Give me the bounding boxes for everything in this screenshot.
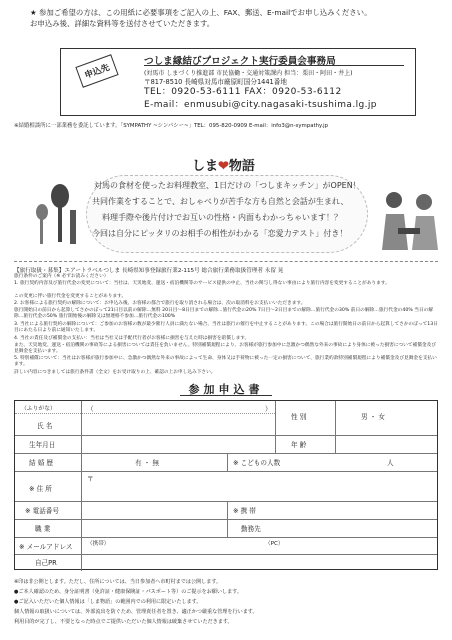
office-name: つしま縁結びプロジェクト実行委員会事務局 [144,56,336,67]
form-title-underline [180,395,272,396]
promo-line-3: 料理手際や後片付けでお互いの性格・内面もわかっちゃいます！？ [102,213,342,222]
address-label: ※ 住 所 [29,485,52,493]
tour-heading: 【旅行取扱・募集】エアートラベルつしま 長崎県知事登録旅行業2-115号 総合旅行業務取扱管理者 永留 晃 [14,268,284,274]
spatula-icon [36,204,48,220]
rule-item: 1. 旅行契約内容及び旅行代金の変更について：当社は、天災地変、運送・宿泊機関等のサービス提供の中止、当社の関与し得ない事由により旅行内容を変更することがあります。 [14,281,390,286]
submit-to-stamp: 申込先 [75,54,118,88]
birthdate-label: 生年月日 [29,441,56,449]
office-staff: (対馬市 しまづくり推進部 市民協働・交通対策課内 担当：栗田・阿田・井上) [144,70,353,77]
age-label: 年 齢 [291,441,307,449]
mobile-field[interactable] [285,503,433,517]
email-pc-field[interactable] [285,539,433,552]
marriage-history-label: 結 婚 歴 [29,459,53,467]
footer-line-1: ※印は非公開とします。ただし、住所については、当日参加者へ市町村までは公開します。 [14,579,222,585]
ladle-icon [51,184,69,208]
footer-line-3: ●ご記入いただいた個人情報は「しま物語」の範囲内での利用に限定いたします。 [14,599,202,605]
logo-text-post: 物語 [228,159,255,174]
logo-text-pre: しま [192,159,219,174]
section-separator [14,261,438,262]
email-label: ※ メールアドレス [19,543,73,551]
gender-label: 性 別 [291,413,307,421]
name-label: 氏 名 [37,422,53,430]
office-tel-fax: TEL：0920-53-6111 FAX：0920-53-6112 [144,87,342,97]
furigana-close-paren: ） [265,405,272,413]
postal-mark: 〒 [87,475,94,483]
footer-line-5: 利用目的が完了し、不要となった時点でご提供いただいた個人情報は破棄させていただきます。 [14,619,233,625]
name-field[interactable] [85,415,271,433]
kitchen-utensils-illustration [26,160,86,250]
mobile-label: ※ 携 帯 [233,507,256,515]
address-field[interactable] [95,473,431,499]
furigana-field[interactable] [95,403,261,412]
shima-monogatari-logo [192,155,255,174]
gender-options[interactable]: 男 ・ 女 [361,413,385,421]
email-mobile-field[interactable] [111,539,259,552]
phone-label: ※ 電話番号 [25,507,59,515]
cooking-couple-illustration [376,188,444,254]
children-count-label: ※ こどもの人数 [233,459,281,467]
office-email: E-mail：enmusubi@city.nagasaki-tsushima.lg.jp [144,100,377,110]
rule-item: この変更に伴い旅行代金を変更することがあります。 [14,294,127,299]
children-count-unit: 人 [387,459,394,467]
self-pr-label: 自己PR [35,559,57,567]
occupation-field[interactable] [85,521,223,535]
promo-line-1: 対馬の食材を使ったお料理教室、1日だけの「つしまキッチン」がOPEN！ [94,181,361,190]
workplace-label: 勤務先 [241,525,261,533]
form-title: 参加申込書 [188,383,264,396]
rule-item: また、天災地変、運送・宿泊機関の事故等による損害については責任を負いません。特別補償規程により、お客様が旅行参加中に急激かつ偶然な外来の事故により身体に被った損害について補償金及び見舞金を支払います。 [14,343,436,355]
furigana-open-paren: （ [87,405,94,413]
phone-field[interactable] [85,503,223,517]
office-underline [144,65,404,66]
rule-item: 詳しい内容につきましては旅行条件書（全文）をお受け取りの上、確認の上お申し込み下さい。 [14,370,216,375]
workplace-field[interactable] [285,521,433,535]
rule-item: 5. 特別補償について：当社はお客様が旅行参加中に、急激かつ偶然な外来の事故によって生命、身体又は手荷物に被った一定の損害について、旅行業約款特別補償規程により補償金及び見舞金を支払います。 [14,356,437,368]
rule-item: 4. 当社の責任及び補償金の支払い：当社は当社又は手配代行者がお客様に損害を与えた時は損害を賠償します。 [14,336,250,341]
application-form [14,400,438,570]
heart-icon: ❤ [218,159,229,174]
office-address: 〒817-8510 長崎県対馬市厳原町国分1441番地 [144,78,287,86]
header-instructions [30,7,371,29]
occupation-label: 職 業 [35,525,51,533]
email-mobile-label: （携帯） [87,541,110,547]
rule-item: 旅行開始日の前日から起算してさかのぼって21日目以前の解除…無料 20日目〜8日目までの解除…旅行代金の20% 7日目〜2日目までの解除…旅行代金の30% 前日の解除…旅行代金の40% 当日の解除…旅行代金の50% 旅行開始後の解除又は無連絡不参加…旅行代金の100% [14,308,434,320]
footer-line-4: 個人情報の取扱いについては、外部流出を防ぐため、管理責任者を置き、適正かつ厳重な管理を行います。 [14,609,258,615]
header-line-1: ★ 参加ご希望の方は、この用紙に必要事項をご記入の上、FAX、郵送、E-mailでお申し込みください。 [30,8,372,17]
header-line-2: お申込み後、詳細な資料等を送付させていただきます。 [30,19,215,28]
promo-line-2: 共同作業をすることで、おしゃべりが苦手な方も自然と会話が生まれ、 [92,197,349,206]
email-pc-label: （PC） [265,541,284,547]
commission-note: ※結婚相談所に一部業務を委託しています。「SYMPATHY ~シンパシー~」TEL：095-820-0909 E-mail：info3@n-sympathy.jp [14,123,329,129]
rule-item: 2. お客様による旅行契約の解除について：お申込み後、お客様の都合で旅行を取り消される場合は、次の取消料をお支払いいただきます。 [14,301,306,306]
rule-item: 3. 当社による旅行契約の解除について：ご参加のお客様の数が最少催行人員に満たない場合、当社は旅行の催行を中止することがあります。この場合は旅行開始日の前日から起算してさかのぼって13日目にあたる日より前に通知いたします。 [14,322,438,334]
marriage-history-options[interactable]: 有 ・ 無 [135,459,159,467]
footer-line-2: ●ご本人確認のため、身分証明書（免許証・健康保険証・パスポート等）のご提示をお願いします。 [14,589,242,595]
promo-line-4: 今回は自分にピッタリのお相手の相性がわかる「恋愛力テスト」付き！ [92,229,348,238]
age-field[interactable] [339,437,435,451]
conditions-title: 旅行条件のご案内（※ 必ずお読みください） [14,274,109,279]
birthdate-field[interactable] [85,437,271,451]
furigana-label: （ふりがな） [21,406,56,412]
whisk-icon [70,210,76,244]
self-pr-field[interactable] [85,556,433,569]
